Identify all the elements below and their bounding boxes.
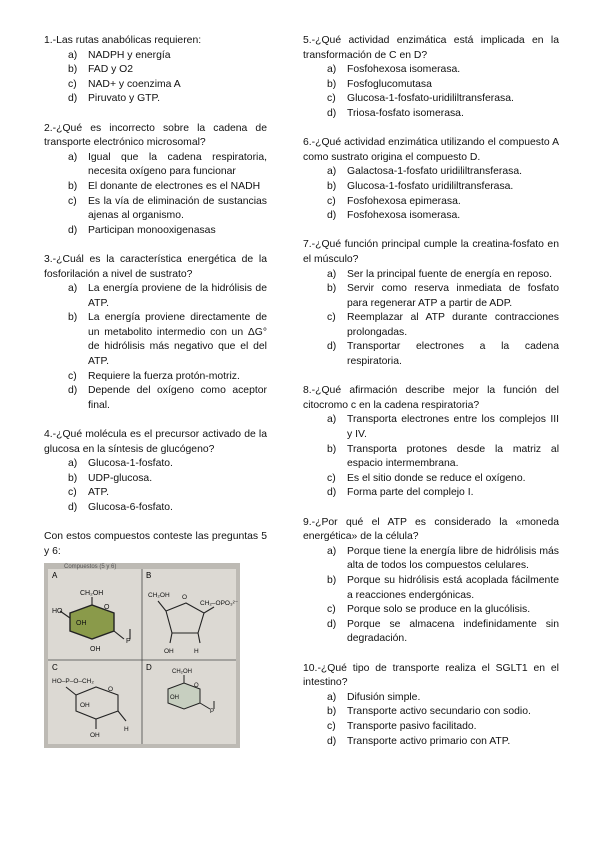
panel-b-label: B (146, 571, 152, 581)
answer-option (303, 720, 559, 735)
option-text: El donante de electrones es el NADH (88, 180, 261, 192)
option-letter: d) (327, 618, 337, 630)
option-text: Forma parte del complejo I. (347, 487, 474, 499)
question-stem: 9.-¿Por qué el ATP es considerado la «moneda energética» de la célula? (303, 516, 559, 543)
option-letter: a) (327, 414, 337, 426)
answer-option (303, 180, 559, 195)
option-text: Transporta protones desde la matriz al espacio intermembrana. (347, 443, 559, 470)
option-letter: c) (327, 720, 336, 732)
option-letter: d) (68, 385, 78, 397)
option-list (44, 457, 267, 515)
d-p: P (210, 709, 215, 716)
question-stem: 4.-¿Qué molécula es el precursor activado de la glucosa en la síntesis de glucógeno? (44, 429, 267, 455)
option-text: Fosfoglucomutasa (347, 78, 432, 90)
answer-option (303, 282, 559, 311)
option-letter: a) (68, 283, 78, 295)
c-o: O (108, 686, 114, 694)
answer-option (303, 78, 559, 93)
a-ch2oh: CH₂OH (80, 590, 104, 598)
answer-option (303, 92, 559, 107)
answer-option (44, 92, 267, 107)
option-text: Depende del oxígeno como aceptor final. (88, 385, 267, 411)
compounds-intro: Con estos compuestos conteste las preguntas 5 y 6: (44, 531, 267, 557)
option-text: Transportar electrones a la cadena respiratoria. (347, 341, 559, 368)
option-letter: a) (327, 691, 337, 703)
answer-option (303, 268, 559, 283)
answer-option (303, 545, 559, 574)
option-letter: a) (327, 64, 337, 76)
answer-option (44, 486, 267, 501)
option-letter: b) (68, 180, 78, 192)
answer-option (303, 574, 559, 603)
d-o: O (194, 683, 199, 690)
option-letter: c) (68, 370, 77, 382)
answer-option (44, 472, 267, 487)
answer-option (303, 486, 559, 501)
option-letter: b) (68, 312, 78, 324)
option-letter: b) (327, 574, 337, 586)
option-letter: b) (327, 706, 337, 718)
option-letter: d) (68, 224, 78, 236)
b-ch2oh: CH₂OH (148, 592, 170, 600)
question-stem: 2.-¿Qué es incorrecto sobre la cadena de transporte electrónico microsomal? (44, 122, 267, 149)
option-text: Transporte activo primario con ATP. (347, 735, 511, 747)
option-text: Galactosa-1-fosfato uridililtransferasa. (347, 166, 522, 178)
option-text: Piruvato y GTP. (88, 93, 160, 105)
panel-a-label: A (52, 571, 58, 581)
option-text: Glucosa-1-fosfato. (88, 458, 173, 470)
option-text: NAD+ y coenzima A (88, 78, 181, 90)
question-stem: 6.-¿Qué actividad enzimática utilizando el compuesto A como sustrato origina el compuesto D. (303, 137, 559, 163)
option-letter: d) (327, 107, 337, 119)
b-oh: OH (164, 648, 174, 656)
option-text: FAD y O2 (88, 64, 134, 76)
option-letter: c) (327, 93, 336, 105)
panel-d-label: D (146, 663, 152, 673)
question-list-left (44, 34, 267, 516)
question (303, 238, 559, 369)
c-oh-1: OH (80, 702, 90, 710)
option-letter: a) (327, 268, 337, 280)
option-letter: d) (327, 735, 337, 747)
option-list (303, 545, 559, 647)
option-letter: b) (68, 472, 78, 484)
b-h: H (194, 648, 199, 656)
option-text: Servir como reserva inmediata de fosfato para regenerar ATP a partir de ADP. (347, 283, 559, 309)
answer-option (44, 282, 267, 311)
option-letter: d) (68, 502, 78, 513)
option-list (303, 165, 559, 223)
option-list (303, 691, 559, 749)
option-text: Fosfohexosa isomerasa. (347, 210, 461, 222)
d-oh: OH (170, 695, 179, 702)
question-stem: 7.-¿Qué función principal cumple la creatina-fosfato en el músculo? (303, 239, 559, 265)
d-ch2oh: CH₂OH (172, 669, 192, 676)
option-list (303, 413, 559, 501)
option-letter: c) (327, 195, 336, 207)
option-letter: d) (327, 341, 337, 353)
answer-option (303, 603, 559, 618)
answer-option (44, 370, 267, 385)
option-text: ATP. (88, 487, 109, 499)
option-letter: b) (327, 180, 337, 192)
answer-option (44, 224, 267, 239)
option-text: Transporte activo secundario con sodio. (347, 706, 531, 718)
option-text: Glucosa-1-fosfato uridililtransferasa. (347, 180, 514, 192)
option-letter: a) (327, 545, 337, 557)
question (303, 136, 559, 224)
compounds-diagram (44, 563, 240, 748)
answer-option (44, 63, 267, 78)
question (303, 34, 559, 122)
a-oh-1: OH (76, 620, 87, 628)
option-letter: d) (327, 487, 337, 499)
option-text: Participan monooxigenasas (88, 224, 216, 236)
left-column (44, 34, 267, 748)
option-letter: c) (68, 78, 77, 90)
option-text: Fosfohexosa isomerasa. (347, 64, 461, 76)
answer-option (303, 413, 559, 442)
option-text: NADPH y energía (88, 49, 171, 61)
option-text: Difusión simple. (347, 691, 421, 703)
answer-option (303, 618, 559, 647)
question (303, 384, 559, 501)
answer-option (303, 107, 559, 122)
option-text: Requiere la fuerza protón-motriz. (88, 370, 240, 382)
option-letter: c) (327, 472, 336, 484)
option-letter: a) (327, 166, 337, 178)
option-text: La energía proviene directamente de un metabolito intermedio con un ΔG° de hidrólisis más negativo que el del ATP. (88, 312, 267, 368)
option-list (44, 49, 267, 107)
question-stem: 3.-¿Cuál es la característica energética de la fosforilación a nivel de sustrato? (44, 253, 267, 280)
answer-option (303, 735, 559, 750)
option-list (44, 282, 267, 413)
option-text: Es la vía de eliminación de sustancias ajenas al organismo. (88, 195, 267, 222)
option-letter: b) (327, 78, 337, 90)
question (303, 516, 559, 647)
b-ch2opo: CH₂–OPO₃²⁻ (200, 600, 239, 608)
answer-option (303, 691, 559, 706)
question (303, 662, 559, 750)
answer-option (303, 209, 559, 224)
b-o: O (182, 594, 188, 602)
answer-option (44, 195, 267, 224)
option-text: Glucosa-1-fosfato-uridililtransferasa. (347, 93, 514, 105)
option-text: Fosfohexosa epimerasa. (347, 195, 461, 207)
answer-option (303, 472, 559, 487)
answer-option (303, 63, 559, 78)
option-text: La energía proviene de la hidrólisis de ATP. (88, 283, 267, 309)
compounds-figure (44, 563, 240, 748)
question-stem: 5.-¿Qué actividad enzimática está implicada en la transformación de C en D? (303, 35, 559, 61)
answer-option (303, 311, 559, 340)
option-list (303, 268, 559, 370)
a-o: O (104, 604, 110, 612)
answer-option (44, 49, 267, 64)
option-letter: b) (327, 283, 337, 295)
option-text: Porque su hidrólisis está acoplada fácilmente a reacciones endergónicas. (347, 574, 559, 601)
question (44, 253, 267, 414)
answer-option (303, 443, 559, 472)
option-list (44, 151, 267, 239)
c-oh-2: OH (90, 732, 100, 740)
c-h: H (124, 726, 129, 734)
option-list (303, 63, 559, 121)
option-text: UDP-glucosa. (88, 472, 153, 484)
answer-option (44, 311, 267, 369)
option-letter: c) (327, 312, 336, 324)
option-text: Porque solo se produce en la glucólisis. (347, 604, 531, 616)
option-letter: a) (68, 49, 78, 61)
option-text: Porque tiene la energía libre de hidrólisis más alta de todos los compuestos celulares. (347, 545, 559, 572)
c-hopo: HO–P–O–CH₂ (52, 678, 94, 686)
a-ho: HO (52, 608, 63, 616)
answer-option (303, 340, 559, 369)
question (44, 428, 267, 516)
answer-option (303, 165, 559, 180)
option-letter: b) (68, 64, 78, 76)
right-column (303, 34, 559, 764)
answer-option (44, 180, 267, 195)
answer-option (44, 501, 267, 516)
question-stem: 8.-¿Qué afirmación describe mejor la función del citocromo c en la cadena respiratoria? (303, 385, 559, 411)
answer-option (44, 78, 267, 93)
option-text: Transporta electrones entre los complejos III y IV. (347, 414, 559, 441)
question (44, 34, 267, 107)
option-text: Transporte pasivo facilitado. (347, 720, 477, 732)
question-stem: 10.-¿Qué tipo de transporte realiza el SGLT1 en el intestino? (303, 662, 559, 689)
option-letter: c) (68, 487, 77, 499)
option-text: Ser la principal fuente de energía en reposo. (347, 268, 553, 280)
option-text: Porque se almacena indefinidamente sin degradación. (347, 618, 559, 645)
answer-option (44, 457, 267, 472)
answer-option (44, 384, 267, 413)
option-text: Triosa-fosfato isomerasa. (347, 107, 464, 119)
option-letter: d) (68, 93, 78, 105)
answer-option (303, 195, 559, 210)
option-text: Reemplazar al ATP durante contracciones prolongadas. (347, 312, 559, 338)
question (44, 122, 267, 239)
option-letter: c) (327, 604, 336, 616)
question-stem: 1.-Las rutas anabólicas requieren: (44, 35, 202, 46)
figure-header: Compuestos (5 y 6) (64, 564, 117, 571)
option-letter: c) (68, 195, 77, 207)
option-letter: a) (68, 458, 78, 470)
option-letter: b) (327, 443, 337, 455)
answer-option (303, 705, 559, 720)
answer-option (44, 151, 267, 180)
question-list-right (303, 34, 559, 749)
option-letter: a) (68, 151, 78, 163)
a-p: P (126, 638, 131, 646)
option-letter: d) (327, 210, 337, 222)
a-oh-2: OH (90, 646, 101, 654)
panel-c-label: C (52, 663, 58, 673)
option-text: Glucosa-6-fosfato. (88, 502, 173, 513)
option-text: Es el sitio donde se reduce el oxígeno. (347, 472, 526, 484)
option-text: Igual que la cadena respiratoria, necesita oxígeno para funcionar (88, 151, 267, 178)
